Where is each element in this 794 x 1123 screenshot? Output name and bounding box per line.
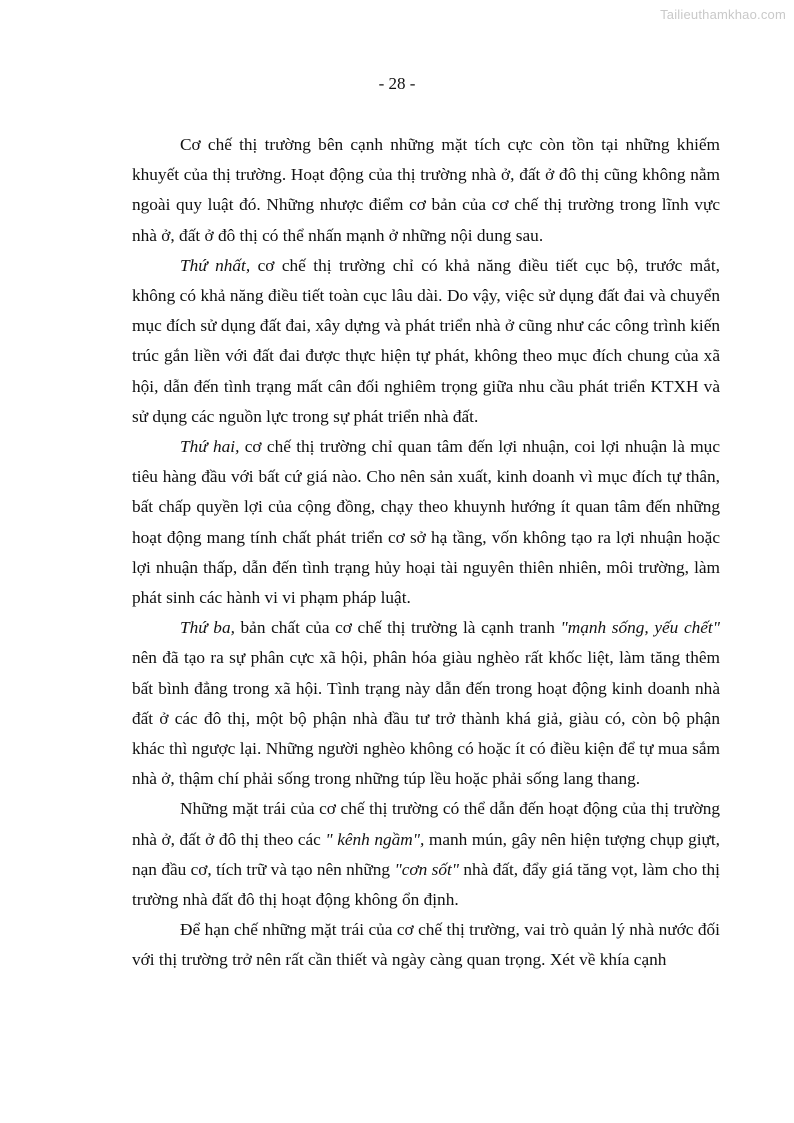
paragraph-second-point xyxy=(132,432,720,613)
paragraph-intro xyxy=(132,130,720,251)
paragraph-consequences xyxy=(132,794,720,915)
paragraph-text: bản chất của cơ chế thị trường là cạnh tranh xyxy=(234,618,561,638)
quoted-phrase: "cơn sốt" xyxy=(394,859,460,879)
watermark-text: Tailieuthamkhao.com xyxy=(660,7,786,22)
paragraph-lead: Thứ hai, xyxy=(180,437,240,457)
paragraph-text: nên đã tạo ra sự phân cực xã hội, phân hóa giàu nghèo rất khốc liệt, làm tăng thêm bất bình đẳng trong xã hội. Tình trạng này dẫn đến trong hoạt động kinh doanh nhà đất ở các đô thị, một bộ phận nhà đầu tư trở thành khá giả, giàu có, còn bộ phận khác thì ngược lại. Những người nghèo không có hoặc ít có điều kiện để tự mua sắm nhà ở, thậm chí phải sống trong những túp lều hoặc phải sống lang thang. xyxy=(132,648,720,789)
paragraph-text: cơ chế thị trường chỉ quan tâm đến lợi nhuận, coi lợi nhuận là mục tiêu hàng đầu với bất cứ giá nào. Cho nên sản xuất, kinh doanh vì mục đích tự thân, bất chấp quyền lợi của cộng đồng, chạy theo khuynh hướng ít quan tâm đến những hoạt động mang tính chất phát triển cơ sở hạ tầng, vốn không tạo ra lợi nhuận hoặc lợi nhuận thấp, dẫn đến tình trạng hủy hoại tài nguyên thiên nhiên, môi trường, làm phát sinh các hành vi vi phạm pháp luật. xyxy=(132,437,720,608)
paragraph-text: Để hạn chế những mặt trái của cơ chế thị trường, vai trò quản lý nhà nước đối với thị trường trở nên rất cần thiết và ngày càng quan trọng. Xét về khía cạnh xyxy=(132,920,720,970)
paragraph-lead: Thứ ba, xyxy=(180,618,235,638)
quoted-phrase: " kênh ngầm", xyxy=(325,829,425,849)
paragraph-third-point xyxy=(132,613,720,794)
paragraph-text: manh mún, gây nên hiện tượng chụp giựt, nạn đầu cơ, tích trữ và tạo nên những xyxy=(132,829,720,879)
document-body xyxy=(132,130,720,976)
paragraph-text: Cơ chế thị trường bên cạnh những mặt tích cực còn tồn tại những khiếm khuyết của thị trường. Hoạt động của thị trường nhà ở, đất ở đô thị cũng không nằm ngoài quy luật đó. Những nhược điểm cơ bản của cơ chế thị trường trong lĩnh vực nhà ở, đất ở đô thị có thể nhấn mạnh ở những nội dung sau. xyxy=(132,135,720,245)
paragraph-state-role xyxy=(132,915,720,975)
page-number: - 28 - xyxy=(378,74,416,93)
quoted-phrase: "mạnh sống, yếu chết" xyxy=(560,618,720,638)
paragraph-first-point xyxy=(132,251,720,432)
paragraph-lead: Thứ nhất, xyxy=(180,255,251,275)
paragraph-text: Những mặt trái của cơ chế thị trường có thể dẫn đến hoạt động của thị trường nhà ở, đất ở đô thị theo các xyxy=(132,799,720,849)
paragraph-text: nhà đất, đẩy giá tăng vọt, làm cho thị trường nhà đất đô thị hoạt động không ổn định. xyxy=(132,859,720,910)
paragraph-text: cơ chế thị trường chỉ có khả năng điều tiết cục bộ, trước mắt, không có khả năng điều tiết toàn cục lâu dài. Do vậy, việc sử dụng đất đai và chuyển mục đích sử dụng đất đai, xây dựng và phát triển nhà ở cũng như các công trình kiến trúc gắn liền với đất đai được thực hiện tự phát, không theo mục đích chung của xã hội, dẫn đến tình trạng mất cân đối nghiêm trọng giữa nhu cầu phát triển KTXH và sử dụng các nguồn lực trong sự phát triển nhà đất. xyxy=(132,255,721,426)
